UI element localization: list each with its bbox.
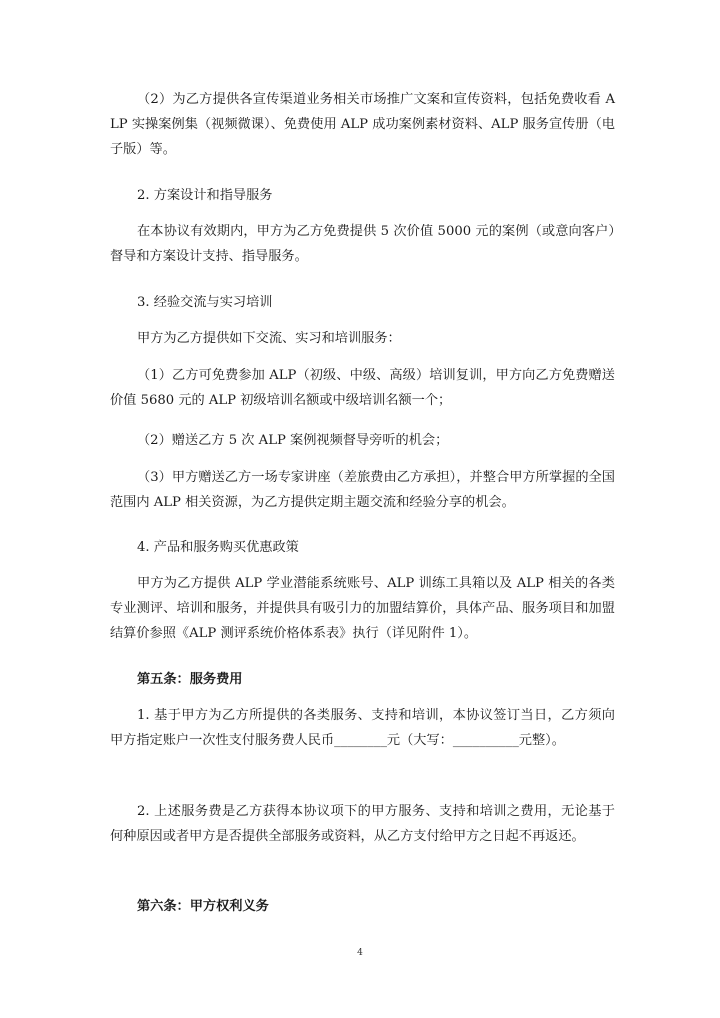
article-heading-service-fee: 第五条：服务费用 <box>137 672 243 687</box>
paragraph-promo-materials: （2）为乙方提供各宣传渠道业务相关市场推广文案和宣传资料，包括免费收看 ALP 实操案例集（视频微课）、免费使用 ALP 成功案例素材资料、ALP 服务宣传册（电子版）等。 <box>110 92 615 157</box>
article-heading-party-a-rights: 第六条：甲方权利义务 <box>137 899 269 914</box>
section-heading-plan-design: 2. 方案设计和指导服务 <box>137 188 273 203</box>
page-number: 4 <box>357 948 363 958</box>
section-heading-exchange-training: 3. 经验交流与实习培训 <box>137 295 273 310</box>
paragraph-fee-payment: 1. 基于甲方为乙方所提供的各类服务、支持和培训，本协议签订当日，乙方须向甲方指定账户一次性支付服务费人民币________元（大写：__________元整）。 <box>110 708 615 748</box>
paragraph-free-retraining: （1）乙方可免费参加 ALP（初级、中级、高级）培训复训，甲方向乙方免费赠送价值 5680 元的 ALP 初级培训名额或中级培训名额一个； <box>110 368 615 408</box>
section-heading-purchase-policy: 4. 产品和服务购买优惠政策 <box>137 540 299 555</box>
paragraph-expert-lecture: （3）甲方赠送乙方一场专家讲座（差旅费由乙方承担），并整合甲方所掌握的全国范围内 ALP 相关资源，为乙方提供定期主题交流和经验分享的机会。 <box>110 470 615 510</box>
paragraph-fee-nonrefundable: 2. 上述服务费是乙方获得本协议项下的甲方服务、支持和培训之费用，无论基于何种原因或者甲方是否提供全部服务或资料，从乙方支付给甲方之日起不再返还。 <box>110 804 615 844</box>
paragraph-exchange-intro: 甲方为乙方提供如下交流、实习和培训服务： <box>137 331 401 346</box>
paragraph-purchase-policy: 甲方为乙方提供 ALP 学业潜能系统账号、ALP 训练工具箱以及 ALP 相关的各类专业测评、培训和服务，并提供具有吸引力的加盟结算价，具体产品、服务项目和加盟结算价参照《ALP 测评系统价格体系表》执行（详见附件 1）。 <box>110 576 615 641</box>
paragraph-video-supervision: （2）赠送乙方 5 次 ALP 案例视频督导旁听的机会； <box>137 433 449 448</box>
paragraph-plan-design: 在本协议有效期内，甲方为乙方免费提供 5 次价值 5000 元的案例（或意向客户）督导和方案设计支持、指导服务。 <box>110 224 615 264</box>
